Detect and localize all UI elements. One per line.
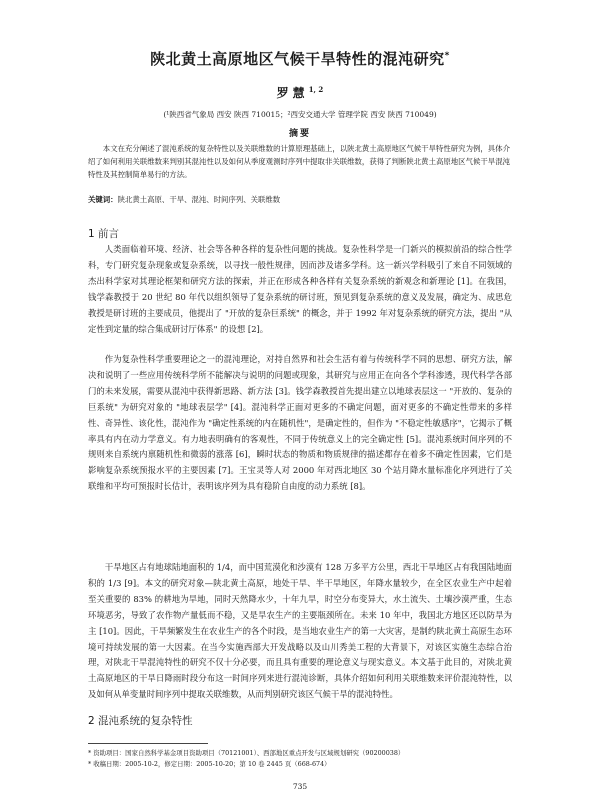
keywords-text: 陕北黄土高原、干旱、混沌、时间序列、关联维数 [117,195,281,204]
abstract-text: 本文在充分阐述了混沌系统的复杂特性以及关联维数的计算原理基础上，以陕北黄土高原地区气候干旱特性研究为例，具体介绍了如何利用关联维数来判别其混沌性以及如何从季度观测时序列中提取非关联维数，获得了判断陕北黄土高原地区气候干旱混沌特性及其控制简单易行的方法。 [88,144,510,179]
title-footnote-mark: * [444,51,450,61]
keywords-label: 关键词： [88,195,118,204]
body-paragraph: 干旱地区占有地球陆地面积的 1/4，而中国荒漠化和沙漠有 128 万多平方公里，西北干旱地区占有我国陆地面积的 1/3 [9]。本文的研究对象—陕北黄土高原，地处干旱、半干旱地区，年降水量较少，在全区农业生产中起着至关重要的 83% 的耕地为旱地，同时天然降水少，十年九旱，时空分布变异大，水土流失、土壤沙漠严重，生态环境恶劣，导致了农作物产量低而不稳，又是旱农生产的主要瓶颈所在。未来 10 年中，我国北方地区还以防旱为主 [10]。因此，干旱频繁发生在农业生产的各个时段，是当地农业生产的第一大灾害，是制约陕北黄土高原生态环境可持续发展的第一大因素。在当今实施西部大开发战略以及山川秀美工程的大背景下，对该区实施生态综合治理，对陕北干旱混沌特性的研究不仅十分必要，而且具有重要的理论意义与现实意义。本文基于此目的，对陕北黄土高原地区的干旱日降雨时段分布这一时间序列来进行混沌诊断，具体介绍如何利用关联维数来评价混沌特性，以及如何从单变量时间序列中提取关联维数，从而判别研究该区气候干旱的混沌特性。 [88,562,512,700]
footnote-divider [88,743,208,744]
author-name: 罗慧 [276,86,309,100]
section-heading-introduction: 1 前言 [88,228,120,240]
author-line [0,84,600,101]
paper-title [0,48,600,69]
keywords-line [88,194,510,206]
footnote: * 收稿日期：2005-10-2，修定日期：2005-10-20；第 10 卷 2445 页（668-674） [88,760,331,768]
body-paragraph: 作为复杂性科学重要理论之一的混沌理论，对持自然界和社会生活有着与传统科学不同的思想、研究方法，解决和说明了一些应用传统科学所不能解决与说明的问题或现象，其研究与应用正在向各个学科渗透，现代科学各部门的未来发展，需要从混沌中获得新思路、新方法 [3]。钱学森教授首先提出建立以地球表层这一 "开放的、复杂的巨系统" 为研究对象的 "地球表层学" [4]。混沌科学正面对更多的不确定问题，面对更多的不确定性带来的多样性、奇异性、该化性，混沌作为 "确定性系统的内在随机性"，是确定性的，但作为 "不稳定性敏感序"，它揭示了概率具有内在动力学意义。有力地表明确有的客观性，不同于传统意义上的完全确定性 [5]。混沌系统时间序列的不规则来自系统内禀随机性和微弱的涨落 [6]，瞬时状态的物质和物质规律的描述都存在着多不确定性因素，它们是影响复杂系统预报水平的主要因素 [7]。王宝灵等人对 2000 年对西北地区 30 个站月降水量标准化序列进行了关联维和平均可预报时长估计，表明该序列为具有稳阶自由度的动力系统 [8]。 [88,354,512,492]
abstract-heading: 摘要 [288,129,311,139]
author-superscript: 1, 2 [308,85,324,94]
paper-title-text: 陕北黄土高原地区气候干旱特性的混沌研究 [150,50,445,68]
footnote: * 资助项目：国家自然科学基金项目资助项目（70121001）、西部地区重点开发与区域规划研究（90200038） [88,749,405,757]
page-number: 735 [292,782,308,791]
body-paragraph: 人类面临着环境、经济、社会等各种各样的复杂性问题的挑战。复杂性科学是一门新兴的模拟前沿的综合性学科，专门研究复杂现象或复杂系统，以寻找一般性规律，因而涉及诸多学科。这一新兴学科吸引了来自不同领域的杰出科学家对其理论框架和研究方法的探索，并正在形成各种各样有关复杂系统的新观念和新理论 [1]。在我国，钱学森教授于 20 世纪 80 年代以组织领导了复杂系统的研讨班，预见到复杂系统的意义及发展，确定为、成思危教授是研讨班的主要成员，他提出了 "开放的复杂巨系统" 的概念，并于 1992 年对复杂系统的研究方法，提出 "从定性到定量的综合集成研讨厅体系" 的设想 [2]。 [88,244,512,334]
affiliation: (¹陕西省气象局 西安 陕西 710015；²西安交通大学 管理学院 西安 陕西 710049) [163,110,437,119]
section-heading-chaos: 2 混沌系统的复杂特性 [88,715,193,727]
